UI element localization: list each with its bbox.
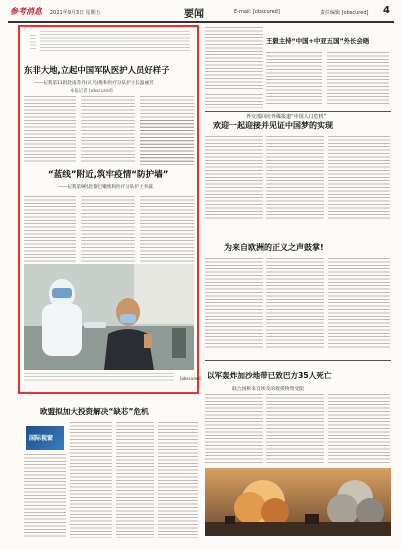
feature-body-col1 — [24, 96, 76, 164]
feature-body2-col1 — [24, 196, 76, 262]
feature-byline: 本报记者 [obscured] — [70, 89, 113, 94]
bottom-left-headline: 欧盟拟加大投资解决“缺芯”危机 — [40, 407, 149, 416]
feature-body2-col2 — [81, 196, 135, 262]
bottom-left-body-col2 — [70, 422, 112, 538]
right-body-col2 — [266, 52, 322, 106]
feature-photo — [24, 264, 194, 370]
right-headline: 王毅主持“中国+中亚五国”外长会晤 — [266, 37, 370, 45]
date-line: 2021年9月3日 星期五 — [50, 10, 101, 16]
bottom-left-body-col4 — [158, 422, 198, 538]
masthead-rule — [8, 21, 394, 23]
explosion-photo — [205, 468, 391, 536]
right-headline-2: 欢迎一起迎接并见证中国梦的实现 — [213, 121, 333, 130]
bottom-left-body-col1 — [24, 454, 66, 538]
email-line: E-mail: [obscured] — [234, 9, 280, 15]
international-badge — [26, 426, 64, 450]
photo-credit: [obscured] — [180, 376, 202, 381]
right-headline-4: 以军轰炸加沙地带已致巴方35人死亡 — [207, 371, 332, 380]
right-body-col3 — [327, 52, 389, 106]
feature-headline-2: “蓝线”附近,筑牢疫情“防护墙” — [48, 170, 169, 180]
photo-caption — [24, 373, 174, 382]
section-title: 要闻 — [184, 9, 204, 20]
right-body2-col2 — [266, 136, 324, 220]
medical-staff-illustration — [24, 264, 194, 370]
section-rule — [205, 111, 391, 112]
right-body3-col1 — [205, 258, 263, 348]
bottom-left-body-col3 — [116, 422, 154, 538]
right-subhead-4: 联合国称来自埃及的救援物资受阻 — [232, 387, 304, 392]
feature-intro-text — [30, 35, 36, 49]
right-body2-col1 — [205, 136, 263, 220]
right-top-col1b — [205, 94, 263, 108]
section-rule — [205, 360, 391, 361]
right-body4-col2 — [266, 394, 324, 464]
feature-headline: 东非大地,立起中国军队医护人员好样子 — [24, 65, 170, 75]
right-body3-col2 — [266, 258, 324, 348]
editor-line: 责任编辑 [obscured] — [320, 10, 369, 16]
page-number: 4 — [383, 5, 390, 16]
right-body2-col3 — [328, 136, 390, 220]
right-top-col1 — [205, 27, 263, 91]
badge-label: 国际视窗 — [29, 435, 54, 442]
masthead — [0, 0, 401, 22]
right-body4-col3 — [328, 394, 390, 464]
right-body3-col3 — [328, 258, 390, 348]
logo: 参考消息 — [10, 6, 42, 16]
feature-body-col2 — [81, 96, 135, 164]
smoke-illustration — [205, 468, 391, 536]
feature-body-col3 — [140, 120, 194, 165]
feature-subhead: ——记我第11批赴南苏丹(瓦乌)维和医疗分队护士长温丽芳 — [34, 81, 154, 86]
feature-body2-col3 — [140, 196, 194, 262]
feature-subhead-2: ——记我第9批赴黎巴嫩维和医疗分队护士李露 — [58, 185, 153, 190]
feature-intro-text — [40, 31, 190, 53]
right-headline-3: 为来自欧洲的正义之声鼓掌! — [224, 243, 324, 252]
right-kicker: 外交部回应外媒报道“中国人口危机” — [246, 114, 327, 120]
right-body4-col1 — [205, 394, 263, 464]
